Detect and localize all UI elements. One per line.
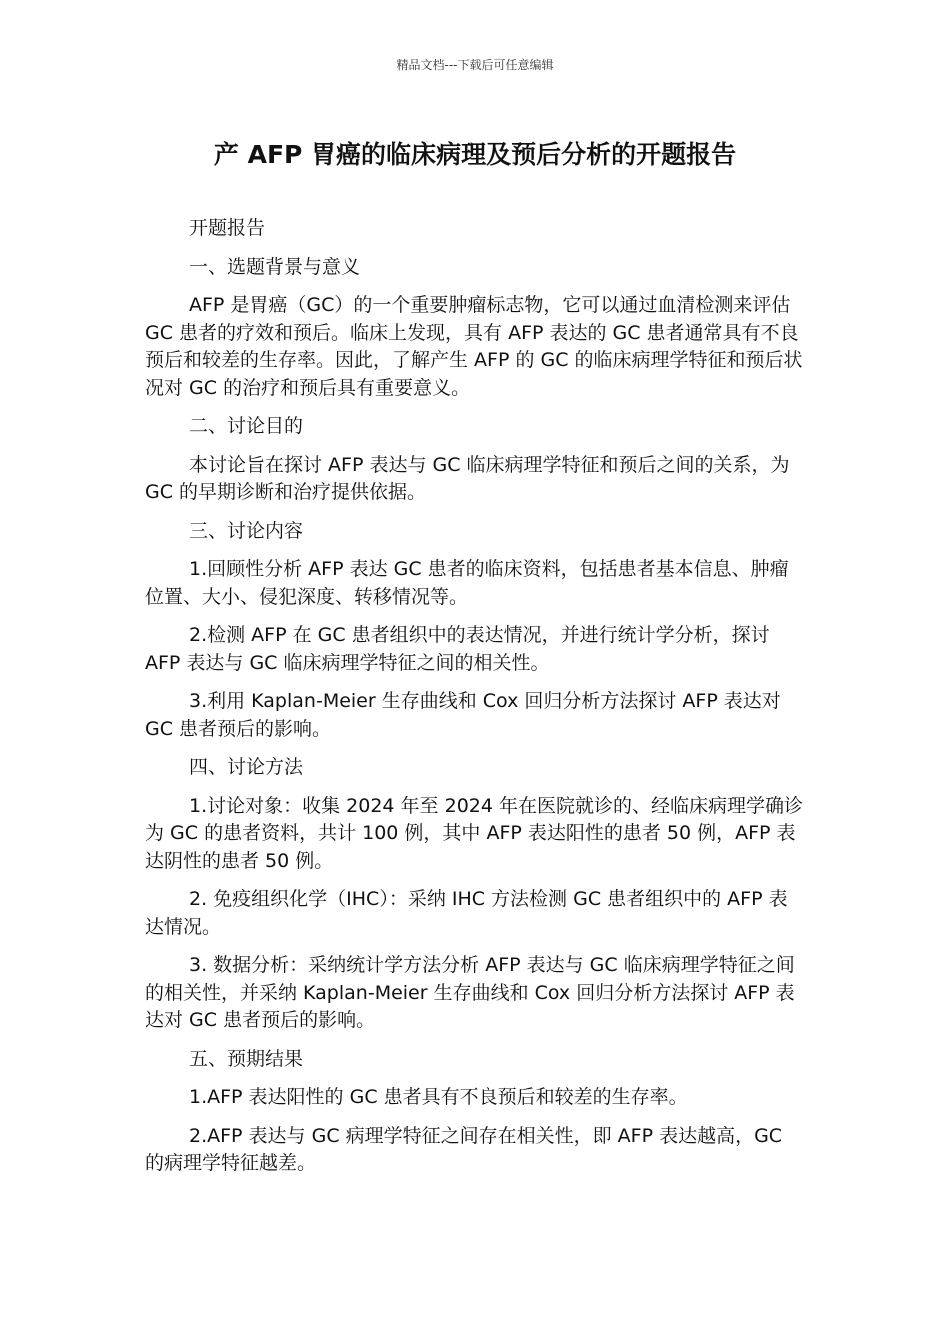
report-label: 开题报告 xyxy=(189,217,266,239)
page-header-note: 精品文档---下载后可任意编辑 xyxy=(396,58,554,72)
paragraph-background: AFP 是胃癌（GC）的一个重要肿瘤标志物，它可以通过血清检测来评估 GC 患者的疗效和预后。临床上发现，具有 AFP 表达的 GC 患者通常具有不良预后和较差的生存率。因此，了解产生 AFP 的 GC 的临床病理学特征和预后状况对 GC 的治疗和预后具有重要意义。 xyxy=(145,294,803,399)
document-title: 产 AFP 胃癌的临床病理及预后分析的开题报告 xyxy=(213,140,737,169)
section-heading-purpose: 二、讨论目的 xyxy=(189,415,304,437)
method-item-1: 1.讨论对象：收集 2024 年至 2024 年在医院就诊的、经临床病理学确诊为 GC 的患者资料，共计 100 例，其中 AFP 表达阳性的患者 50 例，AFP 表达阴性的患者 50 例。 xyxy=(145,794,803,872)
result-item-1: 1.AFP 表达阳性的 GC 患者具有不良预后和较差的生存率。 xyxy=(189,1086,688,1108)
method-item-2: 2. 免疫组织化学（IHC）：采纳 IHC 方法检测 GC 患者组织中的 AFP 表达情况。 xyxy=(145,888,788,938)
document-body xyxy=(145,215,805,1189)
content-item-3: 3.利用 Kaplan-Meier 生存曲线和 Cox 回归分析方法探讨 AFP 表达对 GC 患者预后的影响。 xyxy=(145,690,781,740)
paragraph-purpose: 本讨论旨在探讨 AFP 表达与 GC 临床病理学特征和预后之间的关系，为 GC 的早期诊断和治疗提供依据。 xyxy=(145,453,790,503)
section-heading-content: 三、讨论内容 xyxy=(189,519,304,542)
content-item-2: 2.检测 AFP 在 GC 患者组织中的表达情况，并进行统计学分析，探讨 AFP 表达与 GC 临床病理学特征之间的相关性。 xyxy=(145,624,770,674)
method-item-3: 3. 数据分析：采纳统计学方法分析 AFP 表达与 GC 临床病理学特征之间的相关性，并采纳 Kaplan-Meier 生存曲线和 Cox 回归分析方法探讨 AFP 表达对 GC 患者预后的影响。 xyxy=(145,954,795,1031)
section-heading-background: 一、选题背景与意义 xyxy=(189,255,361,278)
content-item-1: 1.回顾性分析 AFP 表达 GC 患者的临床资料，包括患者基本信息、肿瘤位置、大小、侵犯深度、转移情况等。 xyxy=(145,558,789,608)
section-heading-methods: 四、讨论方法 xyxy=(189,756,304,778)
result-item-2: 2.AFP 表达与 GC 病理学特征之间存在相关性，即 AFP 表达越高，GC 的病理学特征越差。 xyxy=(145,1124,783,1174)
section-heading-expected-results: 五、预期结果 xyxy=(189,1047,304,1070)
